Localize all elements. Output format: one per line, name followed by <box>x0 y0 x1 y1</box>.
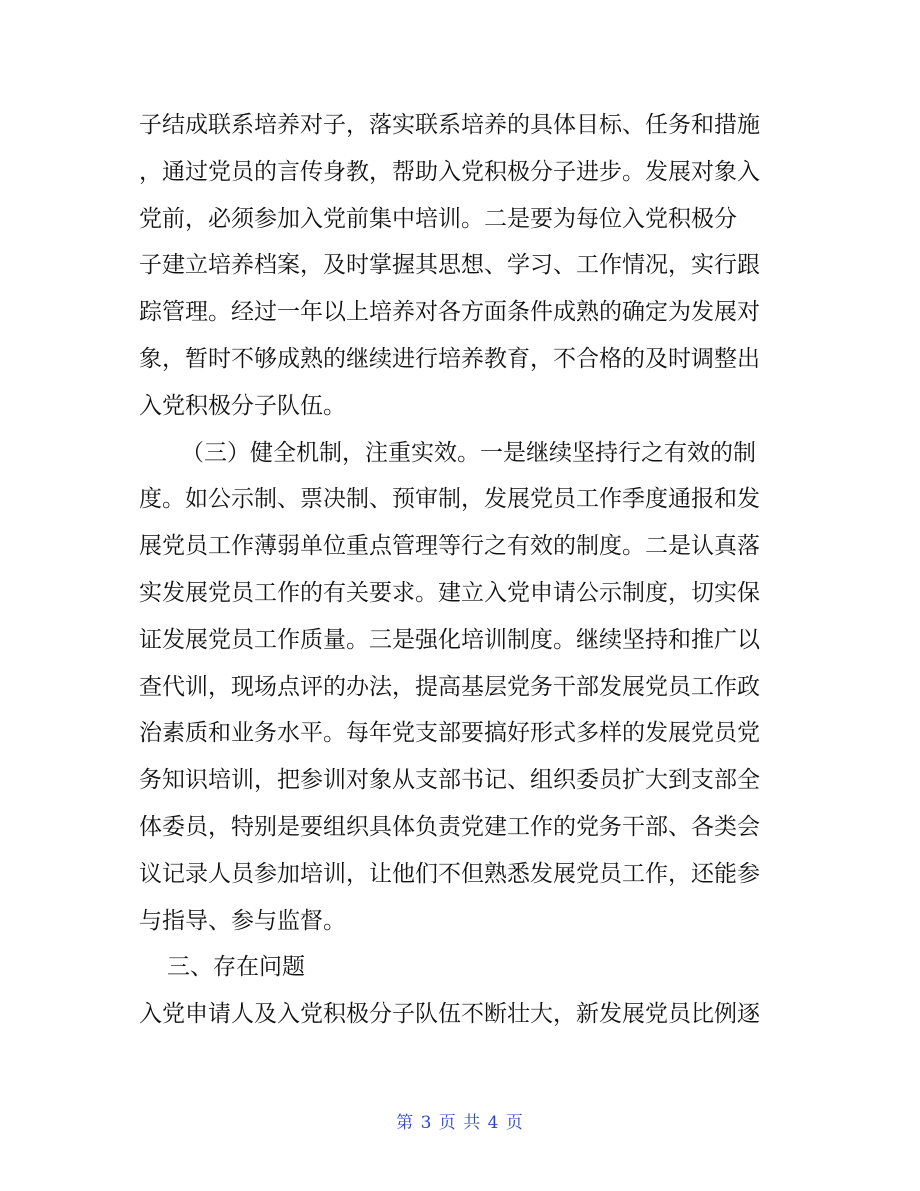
text-line: 展党员工作薄弱单位重点管理等行之有效的制度。二是认真落 <box>139 533 760 560</box>
text-line: 证发展党员工作质量。三是强化培训制度。继续坚持和推广以 <box>139 626 760 653</box>
text-line: 子建立培养档案，及时掌握其思想、学习、工作情况，实行跟 <box>139 252 760 279</box>
text-line: 体委员，特别是要组织具体负责党建工作的党务干部、各类会 <box>139 813 760 840</box>
paragraph-start-line: （三）健全机制，注重实效。一是继续坚持行之有效的制 <box>181 439 756 466</box>
text-line: 议记录人员参加培训，让他们不但熟悉发展党员工作，还能参 <box>139 860 760 887</box>
text-line: 务知识培训，把参训对象从支部书记、组织委员扩大到支部全 <box>139 767 760 794</box>
text-line: 党前，必须参加入党前集中培训。二是要为每位入党积极分 <box>139 205 737 232</box>
text-line: ，通过党员的言传身教，帮助入党积极分子进步。发展对象入 <box>139 158 760 185</box>
text-line: 与指导、参与监督。 <box>139 907 346 934</box>
text-line: 入党积极分子队伍。 <box>139 392 346 419</box>
text-line: 象，暂时不够成熟的继续进行培养教育，不合格的及时调整出 <box>139 345 760 372</box>
body-text <box>139 102 799 1038</box>
text-line: 踪管理。经过一年以上培养对各方面条件成熟的确定为发展对 <box>139 299 760 326</box>
text-line: 入党申请人及入党积极分子队伍不断壮大，新发展党员比例逐 <box>139 1001 760 1028</box>
text-line: 实发展党员工作的有关要求。建立入党申请公示制度，切实保 <box>139 579 760 606</box>
text-line: 度。如公示制、票决制、预审制，发展党员工作季度通报和发 <box>139 486 760 513</box>
text-line: 子结成联系培养对子，落实联系培养的具体目标、任务和措施 <box>139 112 760 138</box>
section-heading: 三、存在问题 <box>167 954 305 981</box>
text-line: 查代训，现场点评的办法，提高基层党务干部发展党员工作政 <box>139 673 760 700</box>
page-number-footer: 第 3 页 共 4 页 <box>396 1113 524 1133</box>
text-line: 治素质和业务水平。每年党支部要搞好形式多样的发展党员党 <box>139 720 760 747</box>
